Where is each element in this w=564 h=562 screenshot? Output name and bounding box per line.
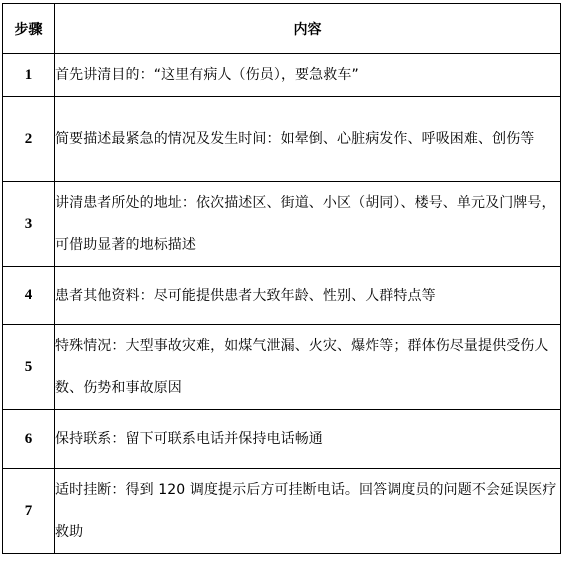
step-number: 7 xyxy=(3,469,55,554)
emergency-call-steps-table xyxy=(2,3,561,554)
step-content: 简要描述最紧急的情况及发生时间：如晕倒、心脏病发作、呼吸困难、创伤等 xyxy=(55,97,561,182)
step-number: 6 xyxy=(3,410,55,469)
step-content: 患者其他资料：尽可能提供患者大致年龄、性别、人群特点等 xyxy=(55,267,561,325)
table-row xyxy=(3,325,561,410)
step-content: 适时挂断：得到 120 调度提示后方可挂断电话。回答调度员的问题不会延误医疗救助 xyxy=(55,469,561,554)
table-row xyxy=(3,469,561,554)
step-number: 2 xyxy=(3,97,55,182)
header-step: 步骤 xyxy=(3,4,55,54)
step-number: 1 xyxy=(3,54,55,97)
table-row xyxy=(3,182,561,267)
step-number: 4 xyxy=(3,267,55,325)
table-row xyxy=(3,54,561,97)
step-content: 首先讲清目的：“这里有病人（伤员），要急救车” xyxy=(55,54,561,97)
step-content: 特殊情况：大型事故灾难，如煤气泄漏、火灾、爆炸等；群体伤尽量提供受伤人数、伤势和事故原因 xyxy=(55,325,561,410)
step-number: 5 xyxy=(3,325,55,410)
table-header-row xyxy=(3,4,561,54)
header-content: 内容 xyxy=(55,4,561,54)
step-content: 保持联系：留下可联系电话并保持电话畅通 xyxy=(55,410,561,469)
step-content: 讲清患者所处的地址：依次描述区、街道、小区（胡同）、楼号、单元及门牌号，可借助显著的地标描述 xyxy=(55,182,561,267)
table-row xyxy=(3,97,561,182)
table-row xyxy=(3,410,561,469)
step-number: 3 xyxy=(3,182,55,267)
table-row xyxy=(3,267,561,325)
